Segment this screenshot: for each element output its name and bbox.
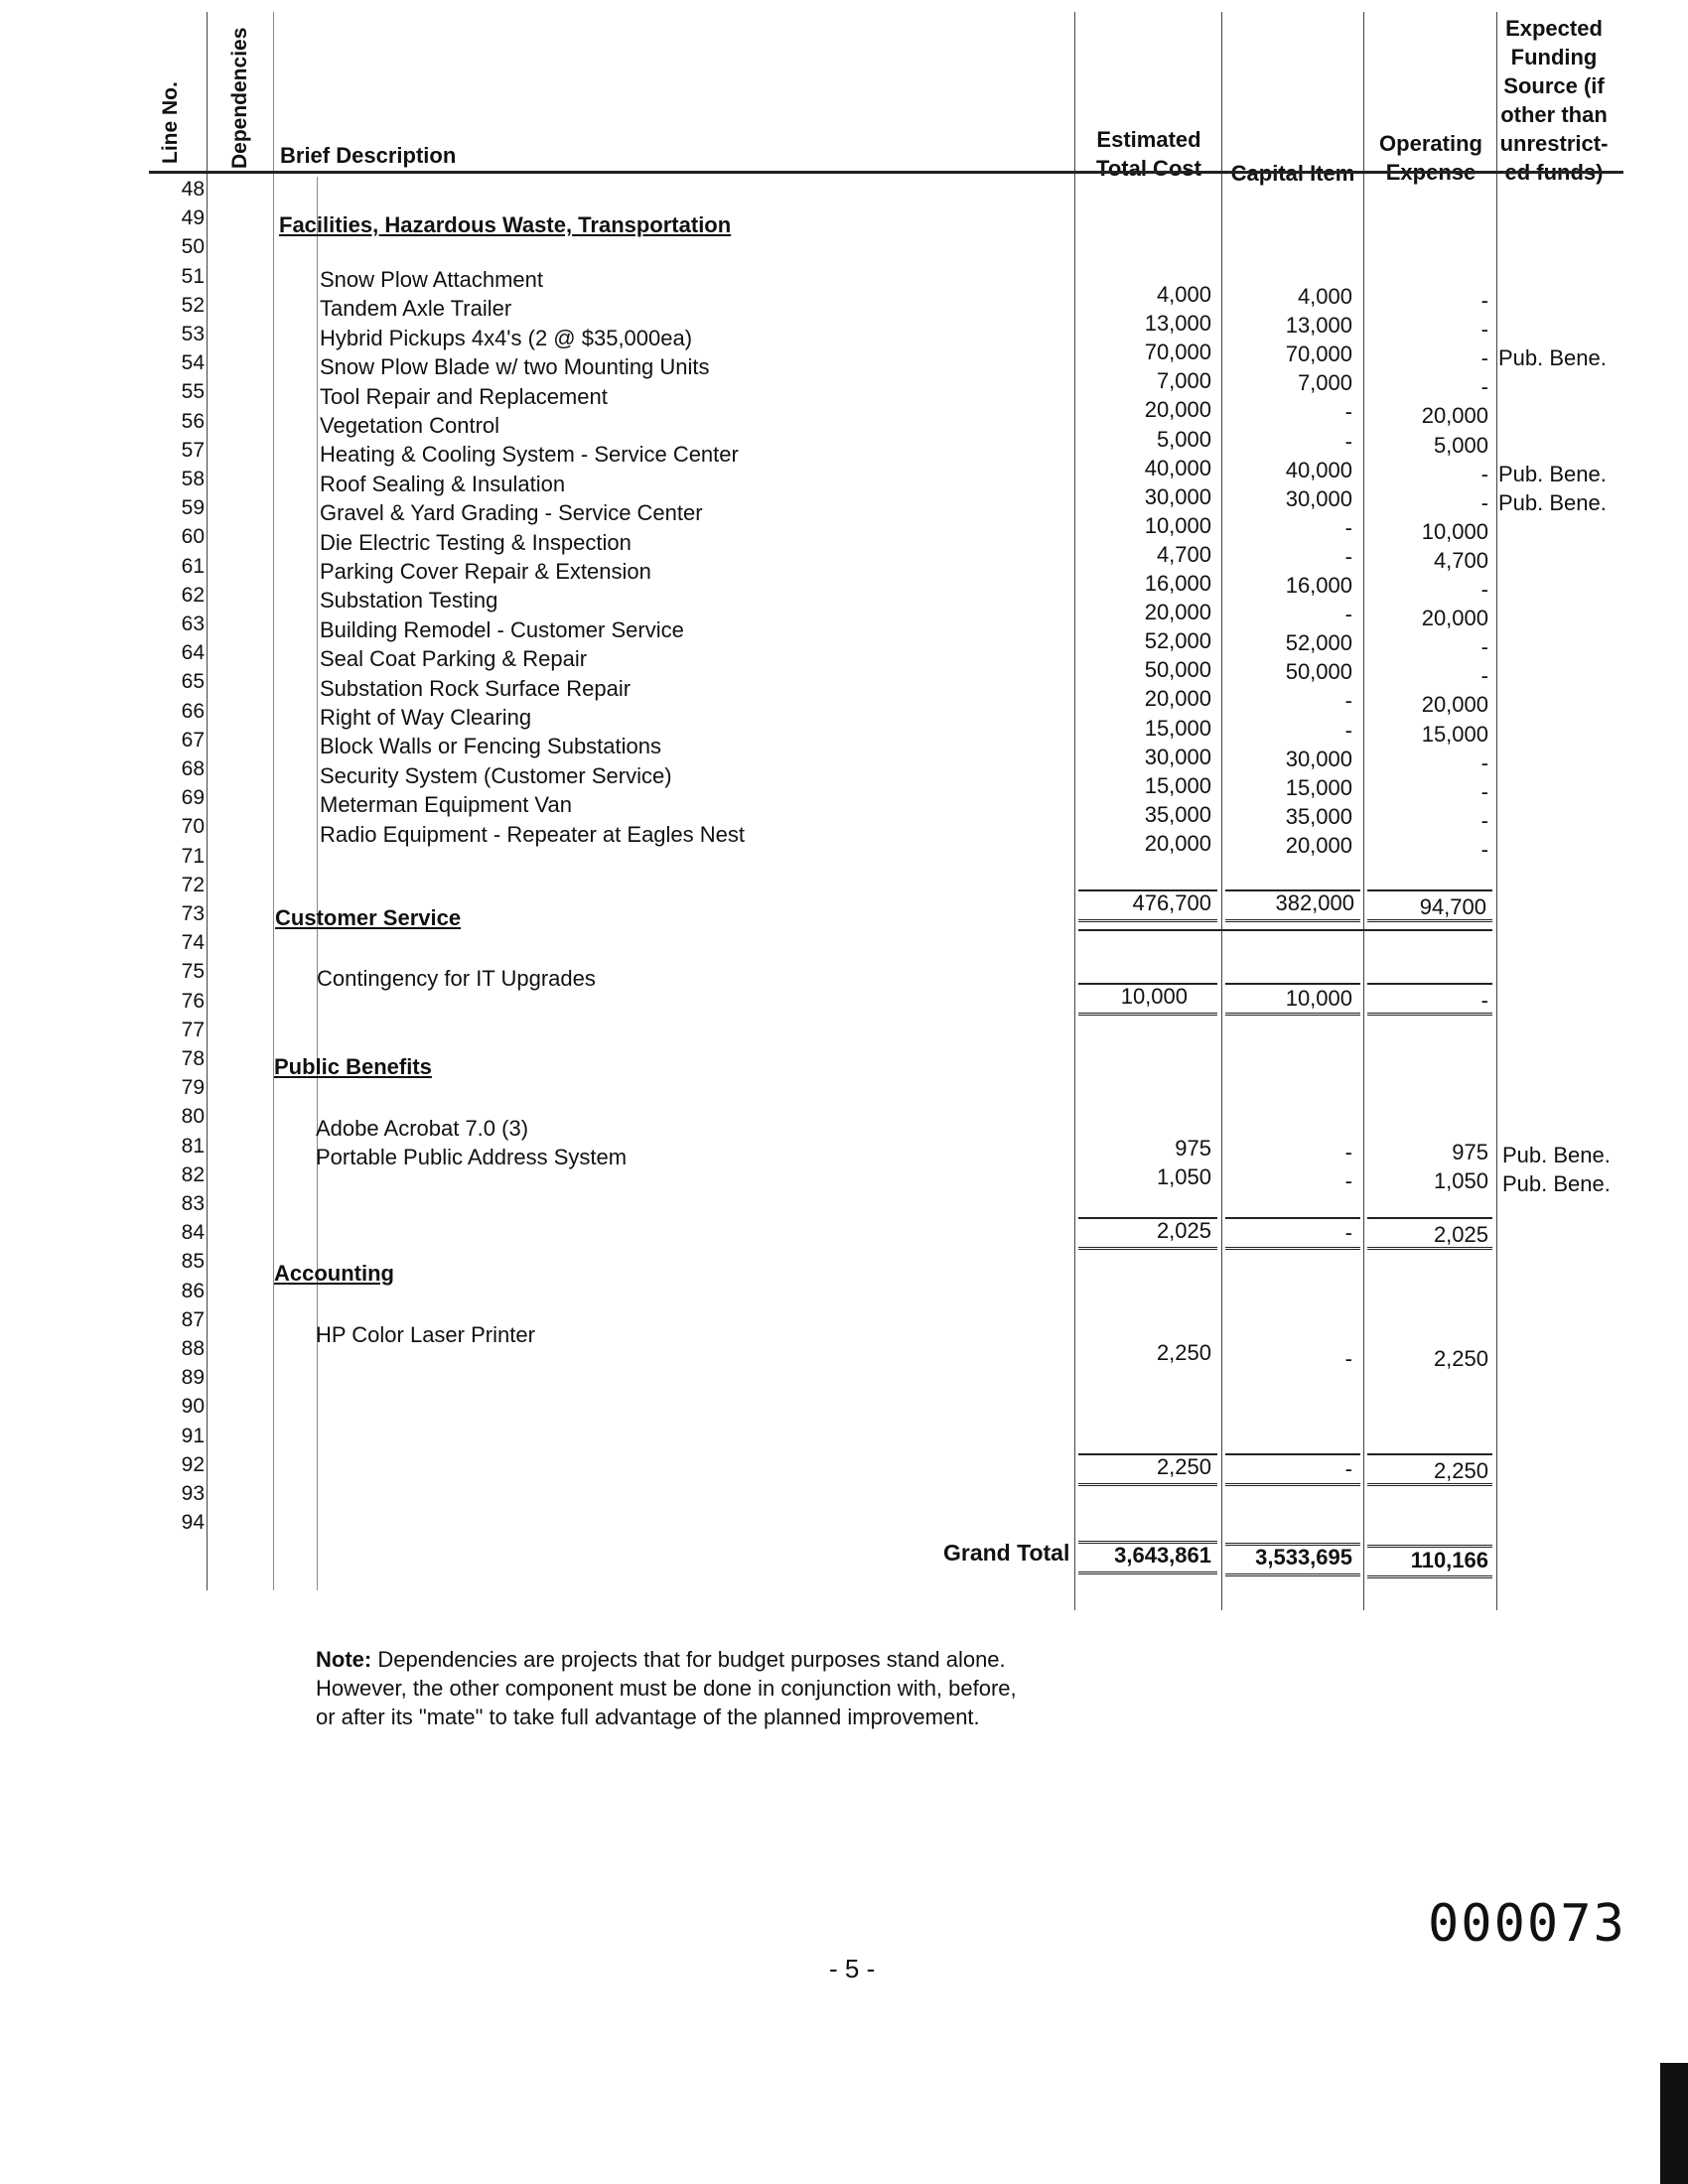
facilities-item-operating: -	[1480, 807, 1488, 833]
customer-service-subtotal-capital: 10,000	[1285, 986, 1352, 1011]
facilities-subtotal-total: 476,700	[1132, 890, 1211, 915]
public-benefits-item-2-operating: 1,050	[1433, 1168, 1488, 1193]
facilities-item-desc: Tandem Axle Trailer	[320, 296, 512, 322]
facilities-item-capital: 40,000	[1285, 457, 1352, 482]
line-number: 62	[181, 583, 205, 607]
customer-service-top-rule	[1078, 929, 1492, 931]
public-benefits-item-1-capital: -	[1344, 1140, 1352, 1164]
public-benefits-item-2-desc: Portable Public Address System	[316, 1145, 628, 1169]
header-funding-line-4: other than	[1500, 102, 1608, 127]
header-expected-funding-source	[1489, 14, 1618, 187]
line-number: 84	[181, 1221, 205, 1245]
facilities-item-desc: Meterman Equipment Van	[320, 792, 572, 818]
accounting-item-total: 2,250	[1156, 1340, 1211, 1365]
facilities-item-capital: 7,000	[1297, 370, 1352, 396]
line-number: 57	[181, 438, 205, 462]
facilities-item-capital: 16,000	[1285, 573, 1352, 598]
facilities-item-capital: 30,000	[1285, 485, 1352, 511]
facilities-item-capital: 50,000	[1285, 659, 1352, 685]
line-number: 94	[181, 1511, 205, 1535]
facilities-item-capital: -	[1344, 399, 1352, 425]
note-line-2: However, the other component must be done in conjunction with, before,	[316, 1676, 1017, 1701]
facilities-item-capital: 20,000	[1285, 832, 1352, 858]
facilities-item-desc: Gravel & Yard Grading - Service Center	[320, 500, 703, 526]
header-brief-description: Brief Description	[280, 143, 457, 168]
note-line-1: Dependencies are projects that for budget purposes stand alone.	[377, 1647, 1006, 1672]
facilities-item-operating: -	[1480, 461, 1488, 486]
facilities-item-operating: 20,000	[1421, 403, 1488, 429]
bates-stamp: 000073	[1428, 1894, 1626, 1954]
line-number: 71	[181, 844, 205, 868]
line-number: 48	[181, 178, 205, 201]
accounting-subtotal-total: 2,250	[1156, 1454, 1211, 1479]
header-funding-line-1: Expected	[1505, 16, 1603, 41]
facilities-item-operating: -	[1480, 577, 1488, 602]
line-number: 76	[181, 989, 205, 1013]
line-number: 72	[181, 873, 205, 896]
facilities-item-capital: -	[1344, 717, 1352, 743]
facilities-item-desc: Right of Way Clearing	[320, 705, 532, 730]
line-number: 80	[181, 1105, 205, 1129]
line-number: 79	[181, 1076, 205, 1100]
line-number: 68	[181, 757, 205, 780]
facilities-item-capital: 52,000	[1285, 630, 1352, 656]
public-benefits-item-1-source: Pub. Bene.	[1502, 1143, 1611, 1167]
line-number: 70	[181, 815, 205, 839]
grand-total-label: Grand Total	[943, 1540, 1070, 1566]
facilities-item-desc: Snow Plow Attachment	[320, 267, 544, 292]
facilities-item-operating: 20,000	[1421, 692, 1488, 718]
facilities-item-operating: 4,700	[1433, 547, 1488, 573]
accounting-item-desc: HP Color Laser Printer	[316, 1322, 535, 1347]
grand-total-operating: 110,166	[1410, 1548, 1488, 1572]
line-number: 89	[181, 1366, 205, 1390]
header-rule	[149, 171, 1623, 174]
section-title-public-benefits: Public Benefits	[274, 1054, 432, 1079]
customer-service-subtotal-operating: -	[1480, 988, 1488, 1013]
line-number: 77	[181, 1018, 205, 1041]
facilities-item-total: 13,000	[1144, 311, 1211, 337]
customer-service-subtotal-total: 10,000	[1120, 984, 1188, 1009]
facilities-item-total: 20,000	[1144, 830, 1211, 856]
facilities-item-capital: 35,000	[1285, 803, 1352, 829]
facilities-item-operating: 15,000	[1421, 721, 1488, 747]
facilities-item-total: 35,000	[1144, 801, 1211, 827]
facilities-item-capital: 15,000	[1285, 774, 1352, 800]
accounting-subtotal-operating: 2,250	[1433, 1458, 1488, 1483]
facilities-item-operating: -	[1480, 317, 1488, 342]
facilities-item-operating: -	[1480, 489, 1488, 515]
facilities-item-capital: -	[1344, 428, 1352, 454]
rule-desc-left	[317, 177, 318, 1590]
line-number: 60	[181, 525, 205, 549]
line-number: 91	[181, 1424, 205, 1447]
header-operating-line-1: Operating	[1379, 131, 1482, 156]
line-number: 53	[181, 323, 205, 345]
facilities-item-source: Pub. Bene.	[1498, 461, 1607, 486]
rule-capital-left	[1221, 12, 1222, 1610]
line-number: 73	[181, 902, 205, 925]
public-benefits-item-2-capital: -	[1344, 1168, 1352, 1193]
rule-source-left	[1496, 12, 1497, 1610]
public-benefits-subtotal-operating: 2,025	[1433, 1222, 1488, 1247]
note-line-3: or after its "mate" to take full advantage of the planned improvement.	[316, 1705, 980, 1729]
accounting-item-operating: 2,250	[1433, 1346, 1488, 1371]
facilities-item-total: 20,000	[1144, 600, 1211, 625]
line-number: 66	[181, 699, 205, 723]
facilities-item-desc: Die Electric Testing & Inspection	[320, 529, 632, 555]
line-number: 69	[181, 786, 205, 810]
section-title-customer-service: Customer Service	[275, 905, 462, 930]
facilities-item-total: 4,700	[1156, 541, 1211, 567]
facilities-item-desc: Parking Cover Repair & Extension	[320, 559, 651, 584]
facilities-item-capital: 30,000	[1285, 746, 1352, 771]
rule-line-no	[207, 12, 208, 1590]
facilities-item-capital: -	[1344, 688, 1352, 714]
facilities-item-desc: Vegetation Control	[320, 413, 500, 438]
facilities-item-total: 10,000	[1144, 512, 1211, 538]
line-number: 83	[181, 1192, 205, 1215]
rule-operating-left	[1363, 12, 1364, 1610]
facilities-item-capital: 70,000	[1285, 341, 1352, 367]
line-number: 51	[181, 264, 205, 288]
facilities-item-source: Pub. Bene.	[1498, 489, 1607, 515]
facilities-item-operating: -	[1480, 345, 1488, 371]
accounting-item-capital: -	[1344, 1346, 1352, 1371]
facilities-item-operating: -	[1480, 750, 1488, 775]
facilities-item-desc: Substation Rock Surface Repair	[320, 675, 632, 701]
header-dependencies: Dependencies	[228, 27, 251, 169]
line-number: 92	[181, 1452, 205, 1476]
line-number: 56	[181, 409, 205, 433]
header-line-no: Line No.	[159, 81, 182, 164]
facilities-item-total: 30,000	[1144, 744, 1211, 769]
line-number: 58	[181, 468, 205, 490]
facilities-item-capital: -	[1344, 514, 1352, 540]
facilities-item-total: 70,000	[1144, 340, 1211, 365]
facilities-item-source: Pub. Bene.	[1498, 345, 1607, 371]
public-benefits-subtotal-total: 2,025	[1156, 1218, 1211, 1243]
facilities-item-total: 30,000	[1144, 483, 1211, 509]
line-number: 88	[181, 1337, 205, 1360]
facilities-item-operating: -	[1480, 663, 1488, 689]
facilities-item-operating: 20,000	[1421, 606, 1488, 631]
facilities-item-operating: -	[1480, 836, 1488, 862]
line-number: 86	[181, 1279, 205, 1302]
facilities-item-total: 7,000	[1156, 368, 1211, 394]
line-number: 90	[181, 1395, 205, 1419]
facilities-item-total: 4,000	[1156, 282, 1211, 307]
line-number: 75	[181, 960, 205, 984]
line-number: 55	[181, 380, 205, 404]
header-estimated-line-1: Estimated	[1096, 127, 1201, 152]
facilities-item-operating: 10,000	[1421, 518, 1488, 544]
facilities-item-desc: Seal Coat Parking & Repair	[320, 646, 588, 672]
header-estimated-line-2: Total Cost	[1096, 156, 1201, 181]
public-benefits-item-2-source: Pub. Bene.	[1502, 1171, 1611, 1196]
facilities-item-capital: 4,000	[1297, 284, 1352, 309]
facilities-item-desc: Security System (Customer Service)	[320, 762, 672, 788]
rule-total-left	[1074, 12, 1075, 1610]
rule-dependencies	[273, 12, 274, 1590]
header-estimated-total-cost	[1078, 125, 1219, 183]
facilities-item-operating: 5,000	[1433, 432, 1488, 458]
section-title-accounting: Accounting	[274, 1261, 394, 1286]
facilities-item-desc: Heating & Cooling System - Service Center	[320, 442, 739, 468]
facilities-item-operating: -	[1480, 778, 1488, 804]
header-operating-expense	[1366, 129, 1495, 187]
line-number: 54	[181, 351, 205, 375]
facilities-item-capital: -	[1344, 602, 1352, 627]
grand-total-total: 3,643,861	[1114, 1543, 1211, 1568]
header-funding-line-6: ed funds)	[1504, 160, 1604, 185]
line-number: 67	[181, 728, 205, 751]
line-number: 81	[181, 1134, 205, 1158]
line-number: 49	[181, 206, 205, 230]
line-number: 82	[181, 1162, 205, 1186]
facilities-item-desc: Tool Repair and Replacement	[320, 383, 608, 409]
facilities-item-total: 15,000	[1144, 715, 1211, 741]
header-funding-line-2: Funding	[1510, 45, 1598, 69]
dependencies-note	[316, 1645, 1017, 1731]
header-capital-item: Capital Item	[1230, 161, 1355, 186]
header-operating-line-2: Expense	[1385, 160, 1477, 185]
section-title-facilities: Facilities, Hazardous Waste, Transportation	[279, 212, 732, 237]
line-number: 50	[181, 235, 205, 259]
public-benefits-item-1-total: 975	[1175, 1136, 1211, 1160]
facilities-item-desc: Hybrid Pickups 4x4's (2 @ $35,000ea)	[320, 325, 693, 350]
facilities-item-desc: Snow Plow Blade w/ two Mounting Units	[320, 354, 710, 380]
facilities-item-desc: Substation Testing	[320, 588, 498, 614]
facilities-item-desc: Building Remodel - Customer Service	[320, 616, 684, 642]
accounting-subtotal-capital: -	[1344, 1456, 1352, 1481]
header-funding-line-3: Source (if	[1503, 73, 1605, 98]
line-number: 93	[181, 1482, 205, 1505]
page-number: - 5 -	[829, 1954, 876, 1983]
public-benefits-item-1-desc: Adobe Acrobat 7.0 (3)	[316, 1116, 529, 1141]
facilities-item-desc: Roof Sealing & Insulation	[320, 471, 566, 496]
facilities-item-total: 15,000	[1144, 772, 1211, 798]
line-number: 52	[181, 293, 205, 317]
facilities-item-operating: -	[1480, 374, 1488, 400]
public-benefits-item-1-operating: 975	[1452, 1140, 1488, 1164]
facilities-item-operating: -	[1480, 288, 1488, 313]
facilities-item-total: 40,000	[1144, 455, 1211, 480]
line-number: 59	[181, 496, 205, 520]
scan-edge-mark	[1660, 2063, 1688, 2184]
facilities-item-total: 16,000	[1144, 571, 1211, 596]
facilities-item-capital: 13,000	[1285, 313, 1352, 339]
line-number: 74	[181, 931, 205, 955]
grand-total-capital: 3,533,695	[1255, 1545, 1352, 1570]
facilities-subtotal-capital: 382,000	[1275, 890, 1354, 915]
line-number: 87	[181, 1307, 205, 1331]
header-funding-line-5: unrestrict-	[1499, 131, 1609, 156]
facilities-item-desc: Block Walls or Fencing Substations	[320, 734, 661, 759]
facilities-item-total: 50,000	[1144, 657, 1211, 683]
customer-service-item: Contingency for IT Upgrades	[317, 966, 596, 991]
line-number: 63	[181, 613, 205, 635]
facilities-item-total: 20,000	[1144, 686, 1211, 712]
line-number: 61	[181, 554, 205, 578]
line-number: 64	[181, 641, 205, 665]
facilities-item-total: 20,000	[1144, 397, 1211, 423]
line-number: 85	[181, 1250, 205, 1274]
facilities-item-capital: -	[1344, 543, 1352, 569]
facilities-item-total: 52,000	[1144, 628, 1211, 654]
facilities-item-desc: Radio Equipment - Repeater at Eagles Nest	[320, 821, 746, 847]
facilities-item-operating: -	[1480, 634, 1488, 660]
line-number: 65	[181, 670, 205, 694]
public-benefits-item-2-total: 1,050	[1156, 1164, 1211, 1189]
facilities-subtotal-operating: 94,700	[1419, 894, 1486, 919]
line-number: 78	[181, 1047, 205, 1070]
public-benefits-subtotal-capital: -	[1344, 1220, 1352, 1245]
note-label: Note:	[316, 1647, 372, 1672]
facilities-item-total: 5,000	[1156, 426, 1211, 452]
